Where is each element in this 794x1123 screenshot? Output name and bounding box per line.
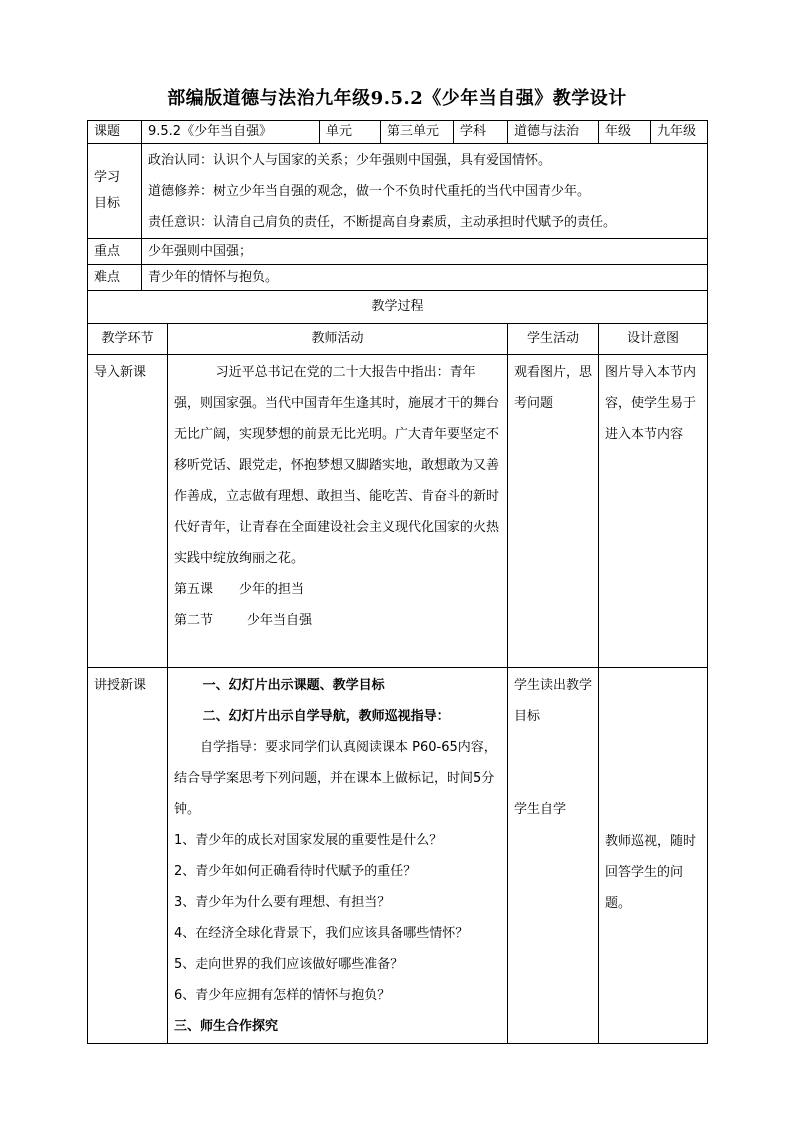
difficulty-label: 难点 — [88, 265, 142, 291]
column-teacher: 教师活动 — [168, 324, 508, 355]
key-point-label: 重点 — [88, 239, 142, 265]
info-row — [88, 121, 708, 144]
question-item: 5、走向世界的我们应该做好哪些准备？ — [174, 957, 404, 972]
grade-label: 年级 — [599, 121, 651, 144]
difficulty-value: 青少年的情怀与抱负。 — [142, 265, 708, 291]
design-intent-2: 教师巡视，随时回答学生的问题。 — [605, 834, 697, 911]
goals-list — [142, 144, 708, 239]
intro-student: 观看图片，思考问题 — [508, 355, 599, 668]
unit-label: 单元 — [320, 121, 381, 144]
teach-row — [88, 668, 708, 1044]
step-two: 二、幻灯片出示自学导航，教师巡视指导： — [202, 709, 450, 724]
document-title: 部编版道德与法治九年级9.5.2《少年当自强》教学设计 — [167, 88, 627, 109]
course-value: 9.5.2《少年当自强》 — [142, 121, 320, 144]
intro-paragraph: 习近平总书记在党的二十大报告中指出：青年强，则国家强。当代中国青年生逢其时，施展才干的舞台无比广阔，实现梦想的前景无比光明。广大青年要坚定不移听党话、跟党走，怀抱梦想又脚踏实地，敢想敢为又善作善成，立志做有理想、敢担当、能吃苦、肯奋斗的新时代好青年，让青春在全面建设社会主义现代化国家的火热实践中绽放绚丽之花。 — [174, 365, 500, 566]
intro-row — [88, 355, 708, 668]
column-intent: 设计意图 — [599, 324, 708, 355]
lesson-line: 第五课 少年的担当 — [174, 582, 305, 597]
question-item: 1、青少年的成长对国家发展的重要性是什么？ — [174, 833, 443, 848]
student-activity-2: 学生自学 — [514, 802, 567, 817]
teach-teacher — [168, 668, 508, 1044]
difficulty-row — [88, 265, 708, 291]
key-point-value: 少年强则中国强； — [142, 239, 708, 265]
intro-teacher — [168, 355, 508, 668]
course-label: 课题 — [88, 121, 142, 144]
unit-value: 第三单元 — [381, 121, 454, 144]
step-three: 三、师生合作探究 — [174, 1019, 279, 1034]
teach-stage: 讲授新课 — [88, 668, 168, 1044]
subject-label: 学科 — [454, 121, 508, 144]
grade-value: 九年级 — [651, 121, 708, 144]
question-item: 2、青少年如何正确看待时代赋予的重任？ — [174, 864, 417, 879]
process-header: 教学过程 — [88, 291, 708, 324]
goal-item: 道德修养：树立少年当自强的观念，做一个不负时代重托的当代中国青少年。 — [148, 183, 591, 199]
question-item: 4、在经济全球化背景下，我们应该具备哪些情怀？ — [174, 926, 469, 941]
question-item: 3、青少年为什么要有理想、有担当？ — [174, 895, 391, 910]
goals-label: 学习目标 — [88, 144, 142, 239]
teach-student — [508, 668, 599, 1044]
key-point-row — [88, 239, 708, 265]
self-study-guide: 自学指导：要求同学们认真阅读课本 P60-65内容，结合导学案思考下列问题，并在课本上做标记，时间5分钟。 — [174, 740, 497, 817]
intro-stage: 导入新课 — [88, 355, 168, 668]
column-stage: 教学环节 — [88, 324, 168, 355]
teach-intent — [599, 668, 708, 1044]
lesson-plan-table — [87, 120, 708, 1044]
column-student: 学生活动 — [508, 324, 599, 355]
goals-row — [88, 144, 708, 239]
section-line: 第二节 少年当自强 — [174, 613, 313, 628]
goal-item: 政治认同：认识个人与国家的关系；少年强则中国强，具有爱国情怀。 — [148, 152, 552, 168]
student-activity-1: 学生读出教学目标 — [514, 678, 593, 724]
process-header-row — [88, 291, 708, 324]
step-one: 一、幻灯片出示课题、教学目标 — [202, 678, 385, 693]
column-header-row — [88, 324, 708, 355]
goal-item: 责任意识：认清自己肩负的责任，不断提高自身素质，主动承担时代赋予的责任。 — [148, 214, 617, 230]
intro-intent: 图片导入本节内容，使学生易于进入本节内容 — [599, 355, 708, 668]
question-item: 6、青少年应拥有怎样的情怀与抱负？ — [174, 988, 391, 1003]
subject-value: 道德与法治 — [508, 121, 599, 144]
